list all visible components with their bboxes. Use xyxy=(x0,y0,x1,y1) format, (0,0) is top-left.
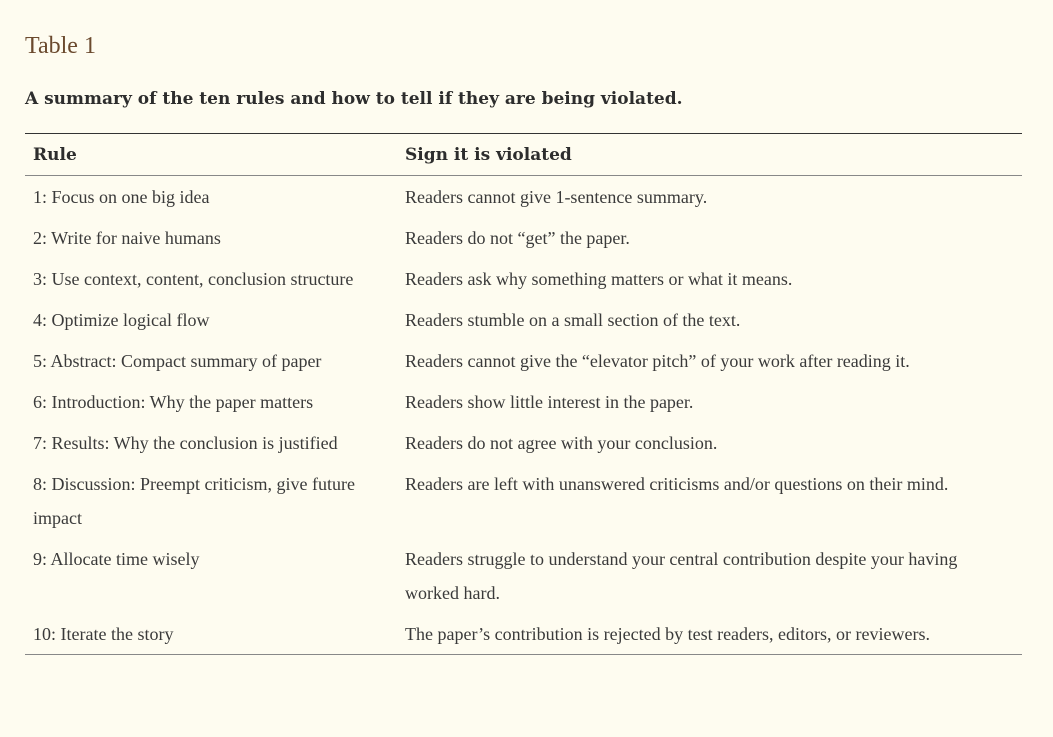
table-row xyxy=(25,381,1022,422)
rule-cell: 2: Write for naive humans xyxy=(33,228,221,248)
table-row xyxy=(25,176,1022,218)
table-row xyxy=(25,299,1022,340)
table-row xyxy=(25,258,1022,299)
table-row xyxy=(25,340,1022,381)
rule-cell: 9: Allocate time wisely xyxy=(33,549,200,569)
header-row xyxy=(25,134,1022,176)
table-caption: A summary of the ten rules and how to tell if they are being violated. xyxy=(25,89,683,109)
rule-cell: 4: Optimize logical flow xyxy=(33,310,210,330)
sign-cell: Readers show little interest in the paper. xyxy=(405,392,694,412)
sign-cell: Readers cannot give 1-sentence summary. xyxy=(405,187,708,207)
table-row xyxy=(25,538,1022,613)
sign-cell: Readers cannot give the “elevator pitch” of your work after reading it. xyxy=(405,351,910,371)
sign-cell: Readers do not “get” the paper. xyxy=(405,228,630,248)
rules-table xyxy=(25,133,1022,655)
table-row xyxy=(25,422,1022,463)
sign-cell: The paper’s contribution is rejected by test readers, editors, or reviewers. xyxy=(405,624,930,644)
sign-cell: Readers are left with unanswered criticisms and/or questions on their mind. xyxy=(405,474,949,494)
rule-cell: 10: Iterate the story xyxy=(33,624,174,644)
table-row xyxy=(25,613,1022,655)
rule-cell: 1: Focus on one big idea xyxy=(33,187,210,207)
rule-cell: 6: Introduction: Why the paper matters xyxy=(33,392,314,412)
rule-cell: 7: Results: Why the conclusion is justified xyxy=(33,433,338,453)
sign-cell: Readers stumble on a small section of the text. xyxy=(405,310,741,330)
table-row xyxy=(25,463,1022,538)
table-row xyxy=(25,217,1022,258)
column-header-sign: Sign it is violated xyxy=(397,134,1022,176)
column-header-rule: Rule xyxy=(25,134,397,176)
rule-cell: 5: Abstract: Compact summary of paper xyxy=(33,351,322,371)
table-label: Table 1 xyxy=(25,33,96,59)
rule-cell: 8: Discussion: Preempt criticism, give future impact xyxy=(33,474,355,528)
rule-cell: 3: Use context, content, conclusion structure xyxy=(33,269,354,289)
sign-cell: Readers struggle to understand your central contribution despite your having worked hard. xyxy=(405,549,958,603)
sign-cell: Readers do not agree with your conclusion. xyxy=(405,433,718,453)
sign-cell: Readers ask why something matters or what it means. xyxy=(405,269,793,289)
